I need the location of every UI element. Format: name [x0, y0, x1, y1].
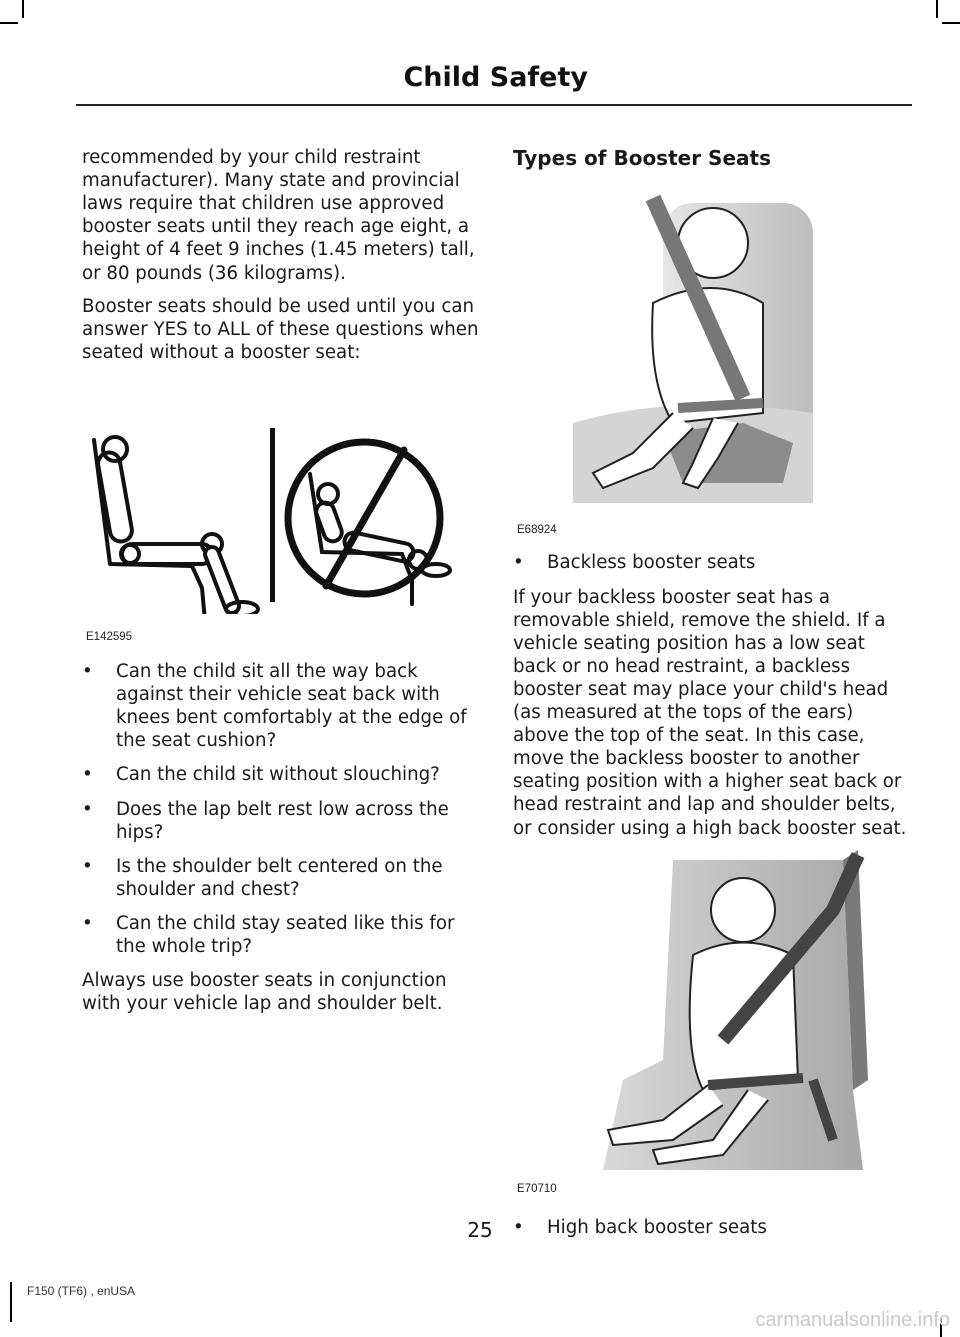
- left-column: [82, 146, 480, 1025]
- list-item: • Is the shoulder belt centered on the shoulder and chest?: [82, 855, 480, 901]
- crop-mark: [0, 22, 18, 24]
- high-back-booster-figure: [513, 850, 913, 1216]
- seat-posture-figure: [82, 374, 480, 654]
- booster-type-list: [513, 551, 913, 574]
- crop-mark: [22, 0, 24, 18]
- model-code: F150 (TF6) , enUSA: [27, 1284, 136, 1298]
- figure-code: E70710: [517, 1182, 557, 1195]
- crop-mark: [10, 1282, 12, 1322]
- divider-bar: [270, 428, 275, 602]
- seat-posture-illustration: [82, 374, 480, 614]
- figure-code: E142595: [86, 630, 133, 643]
- question-list: [82, 660, 480, 958]
- figure-code: E68924: [517, 524, 557, 537]
- backless-booster-figure: [513, 183, 913, 551]
- list-item: • Does the lap belt rest low across the hips?: [82, 798, 480, 844]
- page-title: Child Safety: [403, 62, 588, 93]
- paragraph: Always use booster seats in conjunction with your vehicle lap and shoulder belt.: [82, 970, 447, 1015]
- paragraph: Booster seats should be used until you can answer YES to ALL of these questions when seated without a booster seat:: [82, 295, 479, 363]
- header-divider: [76, 104, 912, 106]
- list-item: • Can the child stay seated like this for the whole trip?: [82, 912, 480, 958]
- right-column: [513, 146, 913, 1250]
- high-back-booster-illustration: [513, 850, 913, 1180]
- crop-mark: [936, 0, 938, 18]
- paragraph: recommended by your child restraint manufacturer). Many state and provincial laws require that children use approved booster seats until they reach age eight, a height of 4 feet 9 inches (1.45 meters) tall, or 80 pounds (36 kilograms).: [82, 147, 475, 284]
- crop-mark: [942, 22, 960, 24]
- paragraph: If your backless booster seat has a removable shield, remove the shield. If a vehicle seating position has a low seat back or no head restraint, a backless booster seat may place your child's head (as measured at the tops of the ears) above the top of the seat. In this case, move the backless booster to another seating position with a higher seat back or head restraint and lap and shoulder belts, or consider using a high back booster seat.: [513, 586, 907, 839]
- list-item: • High back booster seats: [513, 1216, 913, 1239]
- backless-booster-illustration: [513, 183, 913, 523]
- list-item: • Can the child sit all the way back against their vehicle seat back with knees bent comfortably at the edge of the seat cushion?: [82, 660, 480, 752]
- list-item: • Backless booster seats: [513, 551, 913, 574]
- page-number: 25: [467, 1218, 493, 1242]
- watermark: carmanualsonline.info: [755, 1309, 950, 1331]
- list-item: • Can the child sit without slouching?: [82, 763, 480, 786]
- section-heading: Types of Booster Seats: [513, 146, 771, 170]
